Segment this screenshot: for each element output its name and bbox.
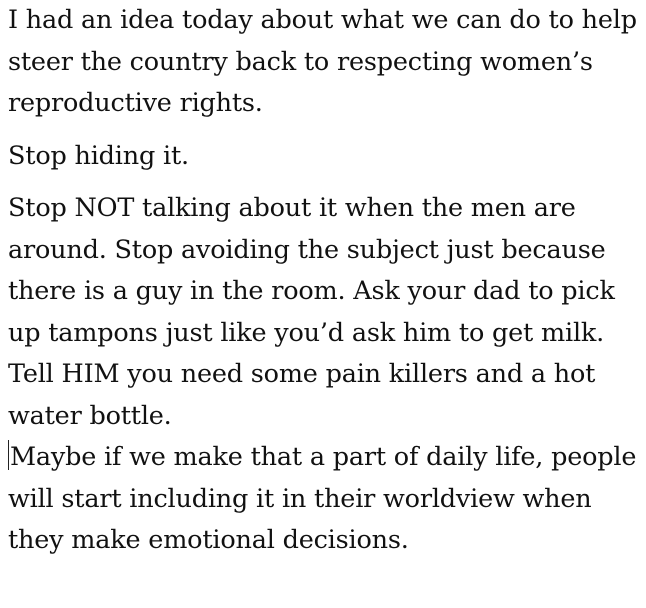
paragraph-intro: I had an idea today about what we can do to help steer the country back to respecting women’s reproductive rights. [8, 5, 637, 118]
paragraph-stop-hiding: Stop hiding it. [8, 140, 189, 171]
document-body[interactable] [8, 0, 640, 562]
paragraph-maybe-text: Maybe if we make that a part of daily life, people will start including it in their worldview when they make emotional decisions. [8, 442, 637, 555]
paragraph-maybe [8, 437, 640, 562]
text-cursor [8, 440, 9, 470]
paragraph-stop-not-talking: Stop NOT talking about it when the men are around. Stop avoiding the subject just because there is a guy in the room. Ask your dad to pick up tampons just like you’d ask him to get milk. Tell HIM you need some pain killers and a hot water bottle. [8, 193, 615, 431]
